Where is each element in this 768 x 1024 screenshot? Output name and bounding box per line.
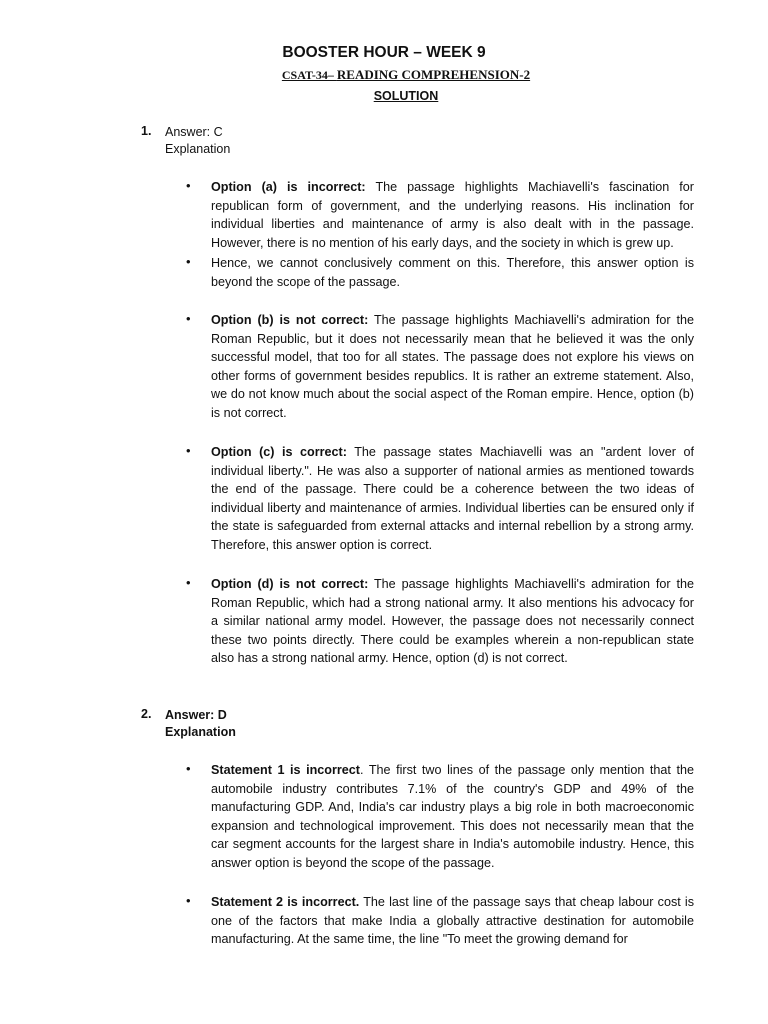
subtitle-main: READING COMPREHENSION-2 bbox=[336, 67, 531, 82]
item-text: The passage highlights Machiavelli's admiration for the Roman Republic, but it does not necessarily mean that he believed it was the only successful model, that too for all states. The passage does not explore his views on other forms of government besides republics. It is rather an extreme statement. Also, we do not know much about the social aspect of the Roman empire. Hence, option (b) is not correct. bbox=[211, 313, 694, 420]
solution-heading: SOLUTION bbox=[373, 89, 439, 103]
bullet-icon: • bbox=[186, 254, 191, 269]
item-text: . The first two lines of the passage only mention that the automobile industry contributes 7.1% of the country's GDP and 49% of the manufacturing GDP. And, India's car industry plays a big role in both macroeconomic expansion and technological improvement. This does not necessarily mean that the car segment accounts for the largest share in India's automobile industry. Hence, this answer option is beyond the scope of the passage. bbox=[211, 763, 694, 870]
q1-item-4 bbox=[211, 443, 694, 555]
page-title: BOOSTER HOUR – WEEK 9 bbox=[282, 44, 486, 61]
question-1-answer: Answer: C bbox=[165, 125, 223, 139]
bullet-icon: • bbox=[186, 311, 191, 326]
question-2-explanation-label: Explanation bbox=[165, 725, 236, 739]
q1-item-3 bbox=[211, 311, 694, 423]
q1-item-1 bbox=[211, 178, 694, 252]
bullet-icon: • bbox=[186, 761, 191, 776]
item-text: Hence, we cannot conclusively comment on this. Therefore, this answer option is beyond the scope of the passage. bbox=[211, 256, 694, 289]
subtitle-prefix: CSAT-34– bbox=[281, 68, 337, 82]
bullet-icon: • bbox=[186, 178, 191, 193]
item-text: The passage states Machiavelli was an "ardent lover of individual liberty.". He was also a supporter of national armies as mentioned towards the end of the passage. There could be a coherence between the two ideas of individual liberty and maintenance of armies. Individual liberties can be ensured only if the state is safeguarded from external attacks and internal rebellion by a strong army. Therefore, this answer option is correct. bbox=[211, 445, 695, 552]
item-lead: Option (a) is incorrect: bbox=[211, 180, 366, 194]
question-1-explanation-label: Explanation bbox=[165, 142, 231, 156]
q2-item-2 bbox=[211, 893, 694, 949]
item-text: The passage highlights Machiavelli's fascination for republican form of government, and the underlying reasons. His inclination for individual liberties and maintenance of army is also dealt with in the passage. However, there is no mention of his early days, and the society in which is grew up. bbox=[211, 180, 694, 250]
item-lead: Option (d) is not correct: bbox=[211, 577, 369, 591]
item-text: The last line of the passage says that cheap labour cost is one of the factors that make India a globally attractive destination for automobile manufacturing. At the same time, the line "To meet the growing demand for bbox=[211, 895, 695, 947]
item-lead: Statement 2 is incorrect. bbox=[211, 895, 360, 909]
q2-item-1 bbox=[211, 761, 694, 873]
item-text: The passage highlights Machiavelli's admiration for the Roman Republic, which had a strong national army. It also mentions his advocacy for a similar national army model. However, the passage does not necessarily connect these two points directly. There could be examples wherein a non-republican state also has a strong national army. Hence, option (d) is not correct. bbox=[211, 577, 694, 666]
item-lead: Statement 1 is incorrect bbox=[211, 763, 360, 777]
page-subtitle bbox=[0, 67, 768, 83]
item-lead: Option (b) is not correct: bbox=[211, 313, 369, 327]
q1-item-2 bbox=[211, 254, 694, 291]
bullet-icon: • bbox=[186, 575, 191, 590]
question-1-number: 1. bbox=[141, 124, 152, 138]
q1-item-5 bbox=[211, 575, 694, 668]
item-lead: Option (c) is correct: bbox=[211, 445, 347, 459]
bullet-icon: • bbox=[186, 893, 191, 908]
question-2-answer: Answer: D bbox=[165, 708, 227, 722]
question-2-number: 2. bbox=[141, 707, 152, 721]
bullet-icon: • bbox=[186, 443, 191, 458]
